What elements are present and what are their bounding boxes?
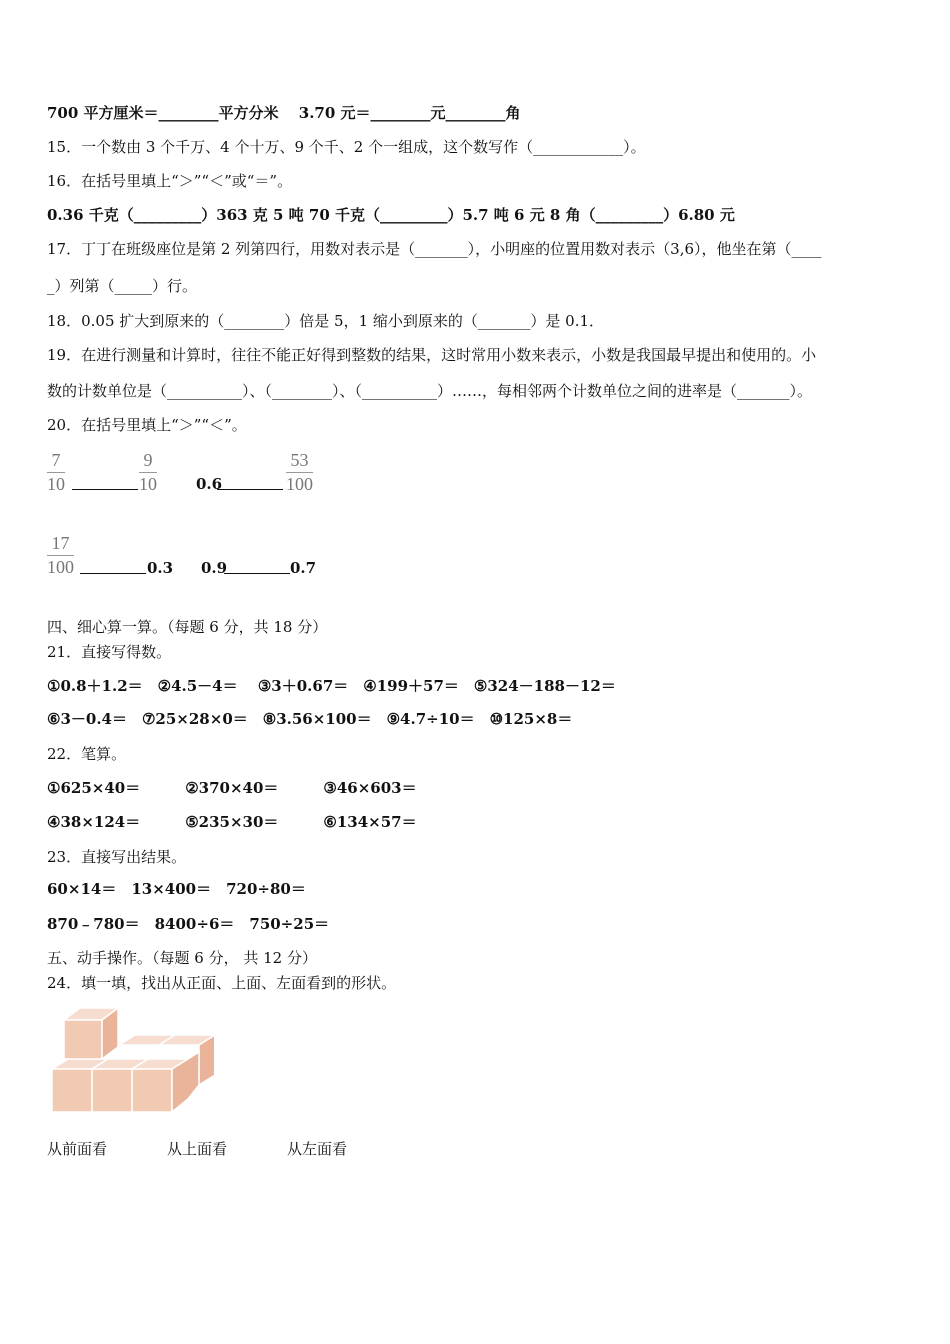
fraction-numerator: 9: [143, 450, 153, 470]
cube-stack-figure: [44, 1002, 214, 1124]
view-labels: 从前面看 从上面看 从左面看: [47, 1140, 348, 1158]
fraction-denominator: 10: [47, 474, 65, 494]
decimal-0-9: 0.9: [201, 559, 228, 577]
question-23-row2: 870﹣780＝ 8400÷6＝ 750÷25＝: [47, 915, 330, 933]
section-5-heading: 五、动手操作。（每题 6 分， 共 12 分）: [47, 949, 317, 967]
question-15: 15．一个数由 3 个千万、4 个十万、9 个千、2 个一组成，这个数写作（____________）。: [47, 138, 646, 156]
cube-front-face: [92, 1069, 132, 1112]
fraction-numerator: 7: [51, 450, 61, 470]
fraction-denominator: 100: [286, 474, 313, 494]
decimal-0-7: 0.7: [290, 559, 317, 577]
section-4-heading: 四、细心算一算。（每题 6 分，共 18 分）: [47, 618, 328, 636]
question-22: 22．笔算。: [47, 745, 127, 763]
question-23-row1: 60×14＝ 13×400＝ 720÷80＝: [47, 880, 306, 898]
question-21-row2: ⑥3－0.4＝ ⑦25×28×0＝ ⑧3.56×100＝ ⑨4.7÷10＝ ⑩125×8＝: [47, 710, 573, 728]
cube-front-face: [52, 1069, 92, 1112]
answer-blank[interactable]: [224, 573, 290, 574]
fraction-bar: [286, 472, 313, 473]
question-16-items: 0.36 千克（_________）363 克 5 吨 70 千克（_________）5.7 吨 6 元 8 角（_________）6.80 元: [47, 206, 735, 224]
fraction-denominator: 100: [47, 557, 74, 577]
question-17-line1: 17．丁丁在班级座位是第 2 列第四行，用数对表示是（_______），小明座的位置用数对表示（3,6），他坐在第（____: [47, 240, 822, 258]
cube-front-face: [132, 1069, 172, 1112]
fraction-numerator: 17: [51, 533, 70, 553]
question-20: 20．在括号里填上“＞”“＜”。: [47, 416, 247, 434]
fraction-bar: [139, 472, 157, 473]
question-24: 24．填一填，找出从正面、上面、左面看到的形状。: [47, 974, 397, 992]
question-21: 21．直接写得数。: [47, 643, 172, 661]
fraction-9-10: [139, 450, 157, 494]
fraction-53-100: [286, 450, 313, 494]
question-22-row2: ④38×124＝ ⑤235×30＝ ⑥134×57＝: [47, 813, 417, 831]
question-17-line2: _）列第（_____）行。: [47, 277, 198, 295]
fraction-denominator: 10: [139, 474, 157, 494]
fraction-numerator: 53: [290, 450, 309, 470]
decimal-0-3: 0.3: [147, 559, 174, 577]
answer-blank[interactable]: [217, 489, 283, 490]
cube-front-face: [64, 1020, 102, 1059]
fraction-17-100: [47, 533, 74, 577]
question-22-row1: ①625×40＝ ②370×40＝ ③46×603＝: [47, 779, 417, 797]
decimal-0-6: 0.6: [196, 475, 223, 493]
fraction-bar: [47, 472, 65, 473]
question-23: 23．直接写出结果。: [47, 848, 187, 866]
question-18: 18．0.05 扩大到原来的（________）倍是 5，1 缩小到原来的（_______）是 0.1．: [47, 312, 605, 330]
answer-blank[interactable]: [80, 573, 146, 574]
answer-blank[interactable]: [72, 489, 138, 490]
question-16: 16．在括号里填上“＞”“＜”或“＝”。: [47, 172, 293, 190]
fraction-bar: [47, 555, 74, 556]
question-19-line1: 19．在进行测量和计算时，往往不能正好得到整数的结果，这时常用小数来表示，小数是我国最早提出和使用的。小: [47, 346, 817, 364]
question-14-tail: 700 平方厘米＝________平方分米 3.70 元＝________元________角: [47, 104, 521, 122]
fraction-7-10: [47, 450, 65, 494]
question-19-line2: 数的计数单位是（__________）、（________）、（__________）……，每相邻两个计数单位之间的进率是（_______）。: [47, 382, 813, 400]
question-21-row1: ①0.8＋1.2＝ ②4.5－4＝ ③3＋0.67＝ ④199＋57＝ ⑤324－188－12＝: [47, 677, 616, 695]
